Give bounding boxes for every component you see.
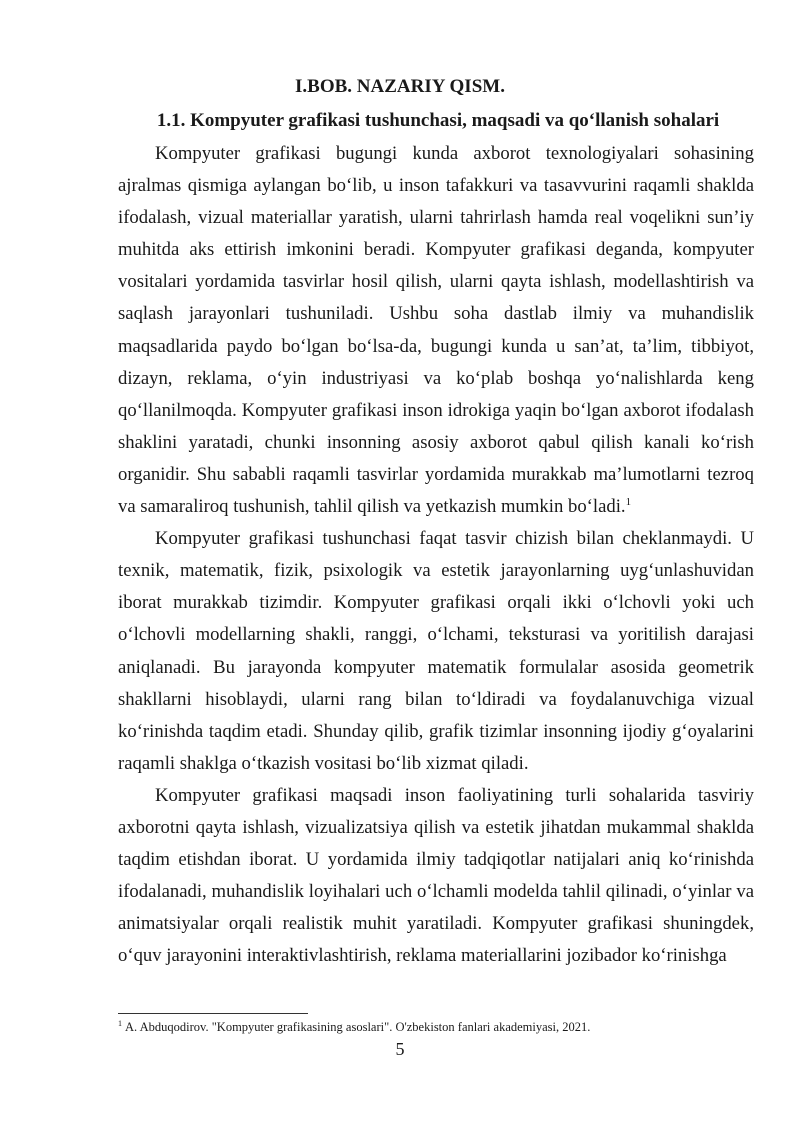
footnote-text: A. Abduqodirov. "Kompyuter grafikasining asoslari". O'zbekiston fanlari akademiyasi, 2021. — [125, 1020, 591, 1034]
paragraph-3: Kompyuter grafikasi maqsadi inson faoliyatining turli sohalarida tasviriy axborotni qayta ishlash, vizualizatsiya qilish va estetik jihatdan mukammal shaklda taqdim etishdan iborat. U yordamida ilmiy tadqiqotlar natijalari aniq ko‘rinishda ifodalanadi, muhandislik loyihalari uch o‘lchamli modelda tahlil qilinadi, o‘yinlar va animatsiyalar orqali realistik muhit yaratiladi. Kompyuter grafikasi shuningdek, o‘quv jarayonini interaktivlashtirish, reklama materiallarini jozibador ko‘rinishga — [118, 784, 754, 967]
page-number: 5 — [395, 1039, 405, 1059]
footnote-separator — [118, 1013, 308, 1014]
footnote-number: 1 — [118, 1018, 122, 1028]
chapter-title: I.BOB. NAZARIY QISM. — [295, 76, 505, 97]
paragraph-1-text: Kompyuter grafikasi bugungi kunda axborot texnologiyalari sohasining ajralmas qismiga aylangan bo‘lib, u inson tafakkuri va tasavvurini raqamli shaklda ifodalash, vizual materiallar yaratish, ularni tahrirlash hamda real voqelikni sun’iy muhitda aks ettirish imkonini beradi. Kompyuter grafikasi deganda, kompyuter vositalari yordamida tasvirlar hosil qilish, ularni qayta ishlash, modellashtirish va saqlash jarayonlari tushuniladi. Ushbu soha dastlab ilmiy va muhandislik maqsadlarida paydo bo‘lgan bo‘lsa-da, bugungi kunda u san’at, ta’lim, tibbiyot, dizayn, reklama, o‘yin industriyasi va ko‘plab boshqa yo‘nalishlarda keng qo‘llanilmoqda. Kompyuter grafikasi inson idrokiga yaqin bo‘lgan axborot ifodalash shaklini yaratadi, chunki insonning asosiy axborot qabul qilish kanali ko‘rish organidir. Shu sababli raqamli tasvirlar yordamida murakkab ma’lumotlarni tezroq va samaraliroq tushunish, tahlil qilish va yetkazish mumkin bo‘ladi. — [118, 143, 754, 518]
section-title: 1.1. Kompyuter grafikasi tushunchasi, maqsadi va qo‘llanish sohalari — [156, 110, 720, 131]
footnote — [118, 1018, 758, 1036]
paragraph-2: Kompyuter grafikasi tushunchasi faqat tasvir chizish bilan cheklanmaydi. U texnik, matematik, fizik, psixologik va estetik jarayonlarning uyg‘unlashuvidan iborat murakkab tizimdir. Kompyuter grafikasi orqali ikki o‘lchovli yoki uch o‘lchovli modellarning shakli, ranggi, o‘lchami, teksturasi va yoritilish darajasi aniqlanadi. Bu jarayonda kompyuter matematik formulalar asosida geometrik shakllarni hisoblaydi, ularni rang bilan to‘ldiradi va foydalanuvchiga vizual ko‘rinishda taqdim etadi. Shunday qilib, grafik tizimlar insonning ijodiy g‘oyalarini raqamli shaklga o‘tkazish vositasi bo‘lib xizmat qiladi. — [118, 528, 754, 774]
footnote-reference[interactable]: 1 — [625, 495, 632, 508]
body-text — [118, 138, 754, 972]
paragraph-1 — [118, 138, 754, 523]
